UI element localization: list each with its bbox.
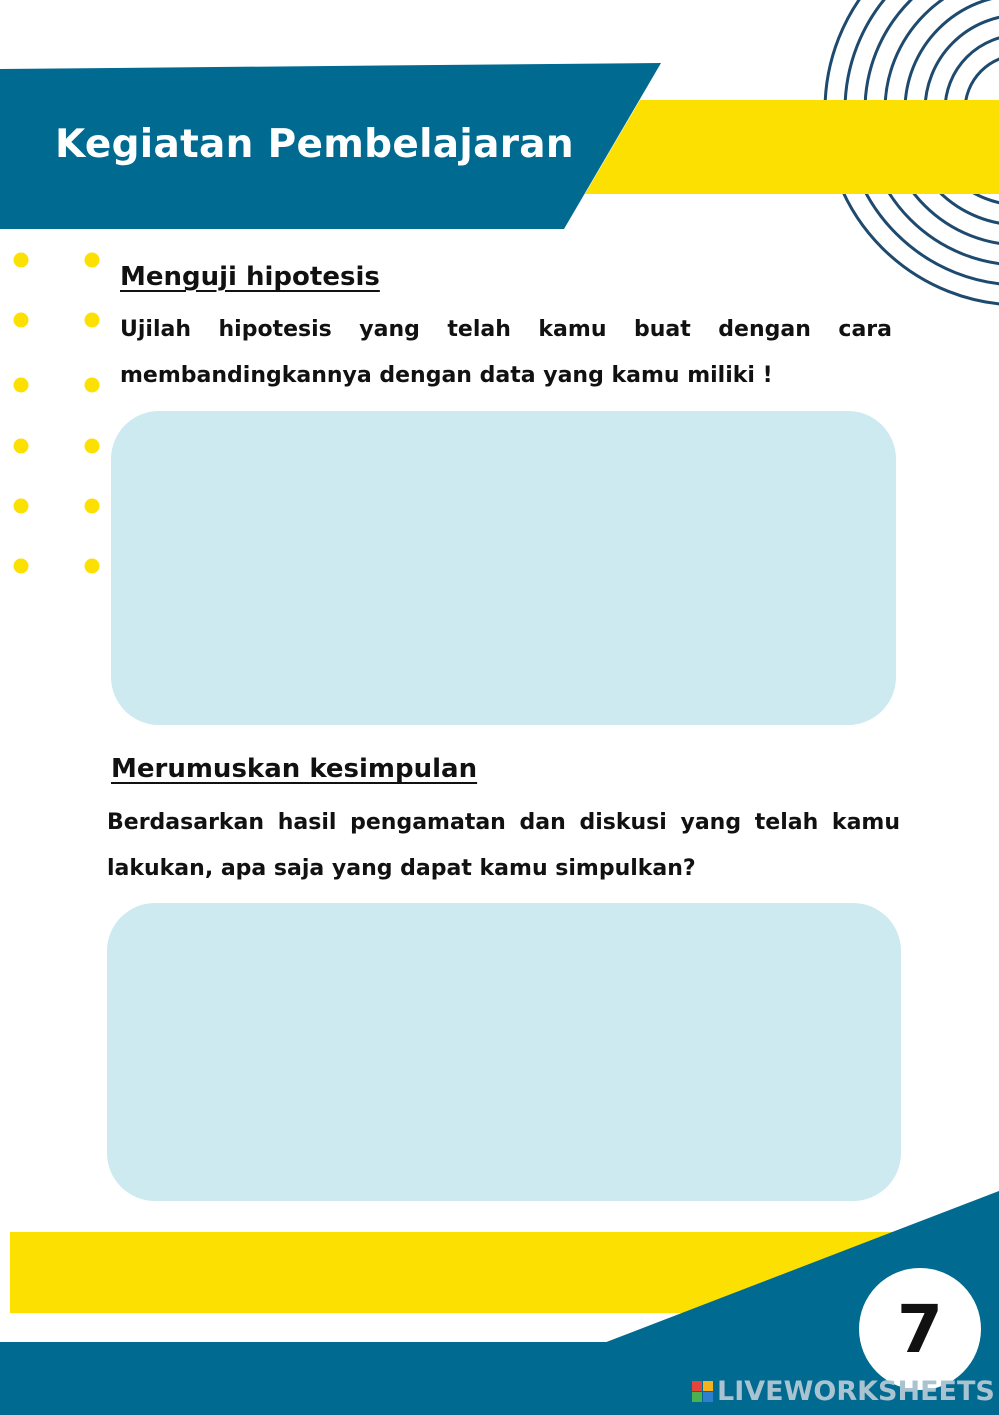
liveworksheets-wordmark: LIVEWORKSHEETS [717, 1375, 995, 1407]
section-heading-merumuskan-kesimpulan: Merumuskan kesimpulan [111, 754, 478, 784]
yellow-dots-decoration [14, 253, 100, 574]
answer-box-kesimpulan[interactable] [107, 903, 901, 1201]
header-yellow-bar [585, 100, 999, 194]
liveworksheets-watermark [692, 1377, 995, 1405]
section-instruction-menguji-hipotesis: Ujilah hipotesis yang telah kamu buat dengan cara membandingkannya dengan data yang kamu miliki ! [120, 317, 892, 388]
answer-box-hipotesis[interactable] [111, 411, 896, 725]
page-number: 7 [897, 1290, 943, 1368]
liveworksheets-logo-icon [692, 1381, 713, 1402]
section-heading-menguji-hipotesis: Menguji hipotesis [120, 262, 380, 292]
page-number-badge [859, 1268, 981, 1390]
section-instruction-merumuskan-kesimpulan: Berdasarkan hasil pengamatan dan diskusi yang telah kamu lakukan, apa saja yang dapat kamu simpulkan? [107, 810, 900, 881]
page-title: Kegiatan Pembelajaran [55, 122, 574, 167]
